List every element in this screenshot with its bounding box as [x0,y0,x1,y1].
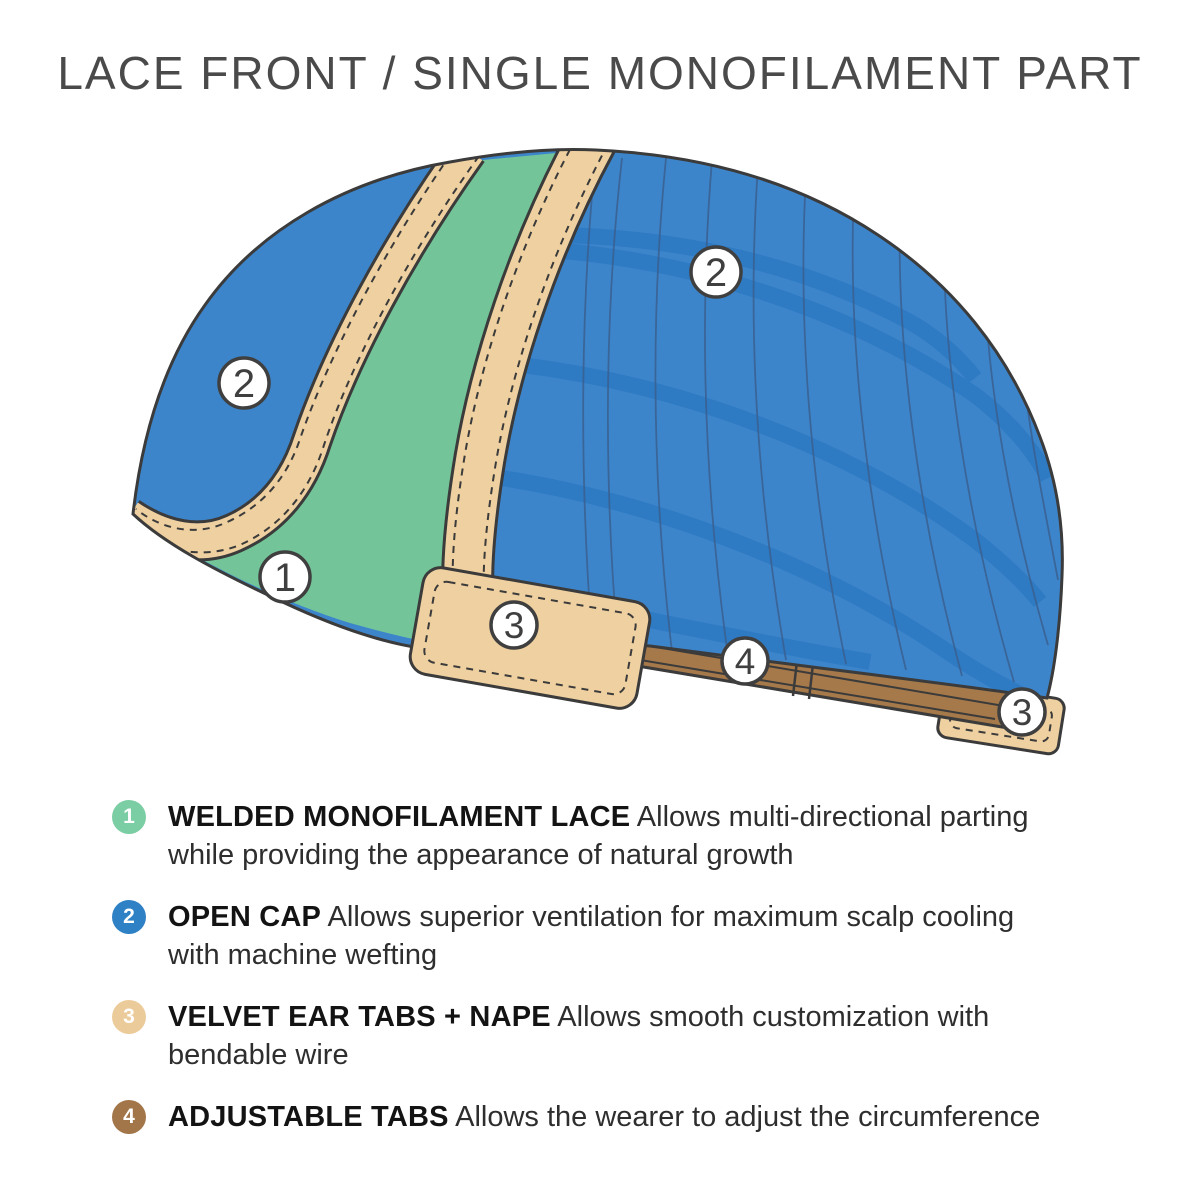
legend-item-adjustable-tabs [112,1098,1072,1136]
marker-label: 3 [503,605,525,646]
legend-item-open-cap [112,898,1072,974]
legend-text-4 [168,1098,1072,1136]
legend-badge-4: 4 [112,1100,146,1134]
marker-adjustable-tab [722,638,768,684]
legend-label-3: VELVET EAR TABS + NAPE [168,1001,551,1033]
marker-label: 4 [734,641,756,682]
marker-label: 1 [273,556,297,600]
legend-label-2: OPEN CAP [168,901,322,933]
legend-text-1 [168,798,1072,874]
marker-nape-tab [999,689,1045,735]
legend-text-3 [168,998,1072,1074]
marker-ear-tab [491,602,537,648]
legend-text-2 [168,898,1072,974]
legend-label-4: ADJUSTABLE TABS [168,1101,449,1133]
marker-label: 2 [232,362,256,406]
legend [112,798,1072,1136]
marker-open-cap [691,247,741,297]
legend-badge-3: 3 [112,1000,146,1034]
legend-description-4: Allows the wearer to adjust the circumference [455,1101,1041,1133]
legend-badge-2: 2 [112,900,146,934]
marker-label: 2 [704,251,728,295]
legend-item-monofilament-lace [112,798,1072,874]
legend-label-1: WELDED MONOFILAMENT LACE [168,801,631,833]
legend-description-3: Allows smooth customization with bendable wire [168,1001,990,1071]
legend-description-1: Allows multi-directional parting while providing the appearance of natural growth [168,801,1029,871]
marker-label: 3 [1011,692,1033,733]
legend-item-ear-tabs-nape [112,998,1072,1074]
legend-description-2: Allows superior ventilation for maximum scalp cooling with machine wefting [168,901,1015,971]
legend-badge-1: 1 [112,800,146,834]
page-title: LACE FRONT / SINGLE MONOFILAMENT PART [57,47,1143,99]
marker-monofilament-lace [260,552,310,602]
marker-front-open-cap [219,358,269,408]
